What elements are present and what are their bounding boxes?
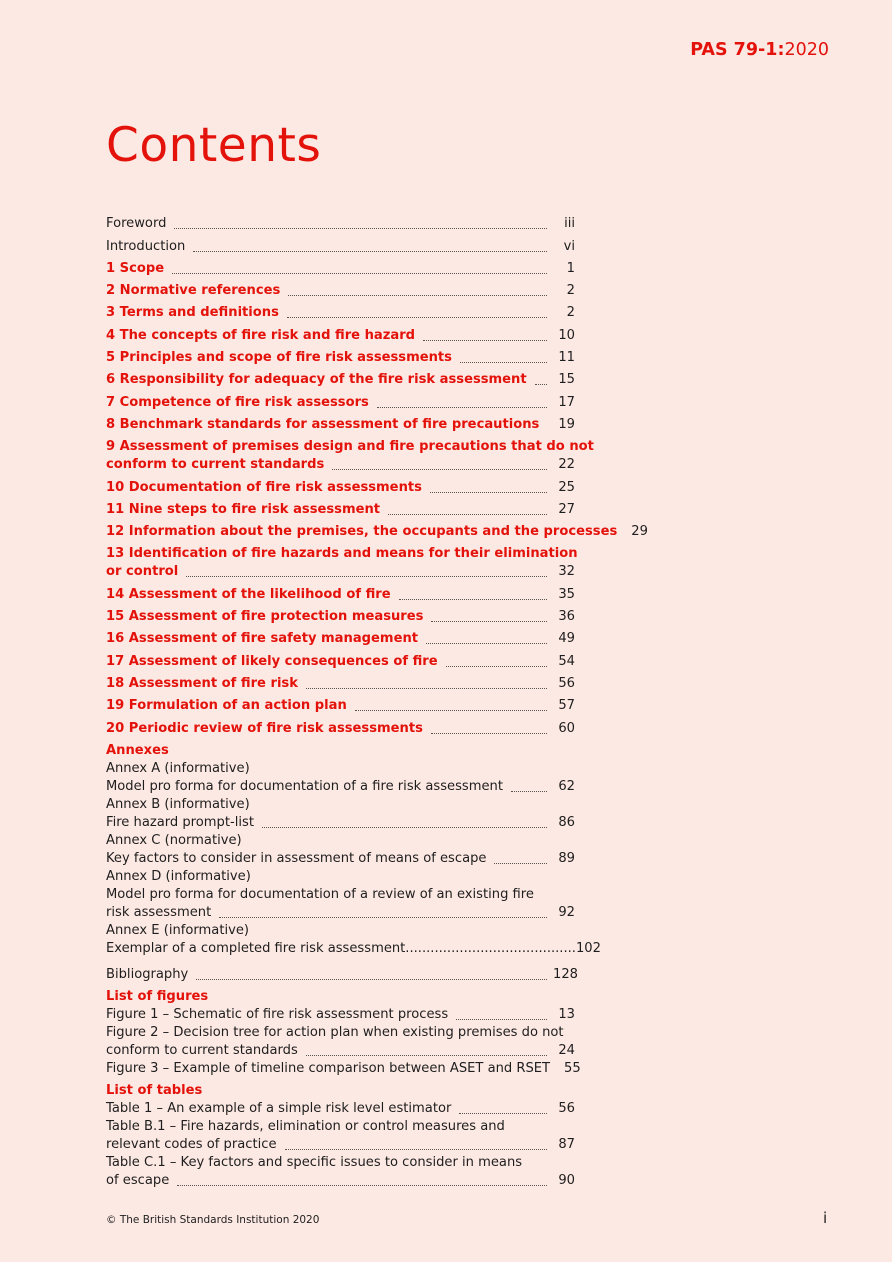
table-1[interactable]: Table 1 – An example of a simple risk level estimator 56 [106, 1101, 575, 1117]
page-title: Contents [106, 118, 322, 173]
table-c1[interactable]: of escape 90 [106, 1173, 575, 1189]
toc-entry-12[interactable]: 12 Information about the premises, the occupants and the processes 29 [106, 524, 648, 540]
annex-c-label: Annex C (normative) [106, 832, 242, 848]
figure-3[interactable]: Figure 3 – Example of timeline comparison between ASET and RSET 55 [106, 1061, 581, 1077]
toc-entry-13[interactable]: or control 32 [106, 564, 575, 580]
table-of-contents [106, 210, 648, 1189]
figure-1[interactable]: Figure 1 – Schematic of fire risk assessment process 13 [106, 1007, 575, 1023]
toc-entry-6[interactable]: 6 Responsibility for adequacy of the fire risk assessment 15 [106, 372, 575, 388]
annexes-heading: Annexes [106, 742, 169, 758]
document-code: PAS 79-1:2020 [690, 40, 829, 60]
page-number: i [823, 1209, 828, 1227]
toc-entry-15[interactable]: 15 Assessment of fire protection measures 36 [106, 609, 575, 625]
toc-entry-3[interactable]: 3 Terms and definitions 2 [106, 305, 575, 321]
toc-entry-9[interactable]: conform to current standards 22 [106, 457, 575, 473]
table-b1-line1: Table B.1 – Fire hazards, elimination or control measures and [106, 1119, 505, 1135]
annex-a[interactable]: Model pro forma for documentation of a fire risk assessment 62 [106, 778, 575, 794]
toc-entry-bibliography[interactable]: Bibliography 128 [106, 966, 578, 982]
annex-d-line1: Model pro forma for documentation of a review of an existing fire [106, 886, 534, 902]
toc-entry-18[interactable]: 18 Assessment of fire risk 56 [106, 675, 575, 691]
toc-entry-8[interactable]: 8 Benchmark standards for assessment of fire precautions 19 [106, 416, 575, 432]
toc-entry-10[interactable]: 10 Documentation of fire risk assessments 25 [106, 479, 575, 495]
table-c1-line1: Table C.1 – Key factors and specific issues to consider in means [106, 1155, 523, 1171]
annex-c[interactable]: Key factors to consider in assessment of means of escape 89 [106, 850, 575, 866]
toc-entry-11[interactable]: 11 Nine steps to fire risk assessment 27 [106, 501, 575, 517]
toc-entry-5[interactable]: 5 Principles and scope of fire risk assessments 11 [106, 350, 575, 366]
toc-entry-9-line1: 9 Assessment of premises design and fire precautions that do not [106, 439, 594, 455]
annex-d[interactable]: risk assessment 92 [106, 904, 575, 920]
annex-b[interactable]: Fire hazard prompt-list 86 [106, 814, 575, 830]
annex-b-label: Annex B (informative) [106, 796, 250, 812]
toc-entry-7[interactable]: 7 Competence of fire risk assessors 17 [106, 394, 575, 410]
tables-heading: List of tables [106, 1083, 203, 1099]
toc-entry-19[interactable]: 19 Formulation of an action plan 57 [106, 698, 575, 714]
toc-entry-2[interactable]: 2 Normative references 2 [106, 283, 575, 299]
toc-entry-foreword[interactable]: Foreword iii [106, 216, 575, 232]
annex-e-label: Annex E (informative) [106, 922, 250, 938]
toc-entry-1[interactable]: 1 Scope 1 [106, 260, 575, 276]
toc-entry-14[interactable]: 14 Assessment of the likelihood of fire 35 [106, 586, 575, 602]
annex-d-label: Annex D (informative) [106, 868, 251, 884]
toc-entry-20[interactable]: 20 Periodic review of fire risk assessments 60 [106, 720, 575, 736]
toc-entry-introduction[interactable]: Introduction vi [106, 238, 575, 254]
toc-entry-16[interactable]: 16 Assessment of fire safety management 49 [106, 631, 575, 647]
annex-e[interactable]: Exemplar of a completed fire risk assessment......................................... 102 [106, 940, 601, 956]
toc-entry-4[interactable]: 4 The concepts of fire risk and fire hazard 10 [106, 327, 575, 343]
copyright-footer: © The British Standards Institution 2020 [106, 1214, 320, 1226]
table-b1[interactable]: relevant codes of practice 87 [106, 1137, 575, 1153]
toc-entry-13-line1: 13 Identification of fire hazards and means for their elimination [106, 546, 578, 562]
figure-2[interactable]: conform to current standards 24 [106, 1043, 575, 1059]
figures-heading: List of figures [106, 989, 209, 1005]
figure-2-line1: Figure 2 – Decision tree for action plan when existing premises do not [106, 1025, 564, 1041]
toc-entry-17[interactable]: 17 Assessment of likely consequences of fire 54 [106, 653, 575, 669]
annex-a-label: Annex A (informative) [106, 760, 250, 776]
